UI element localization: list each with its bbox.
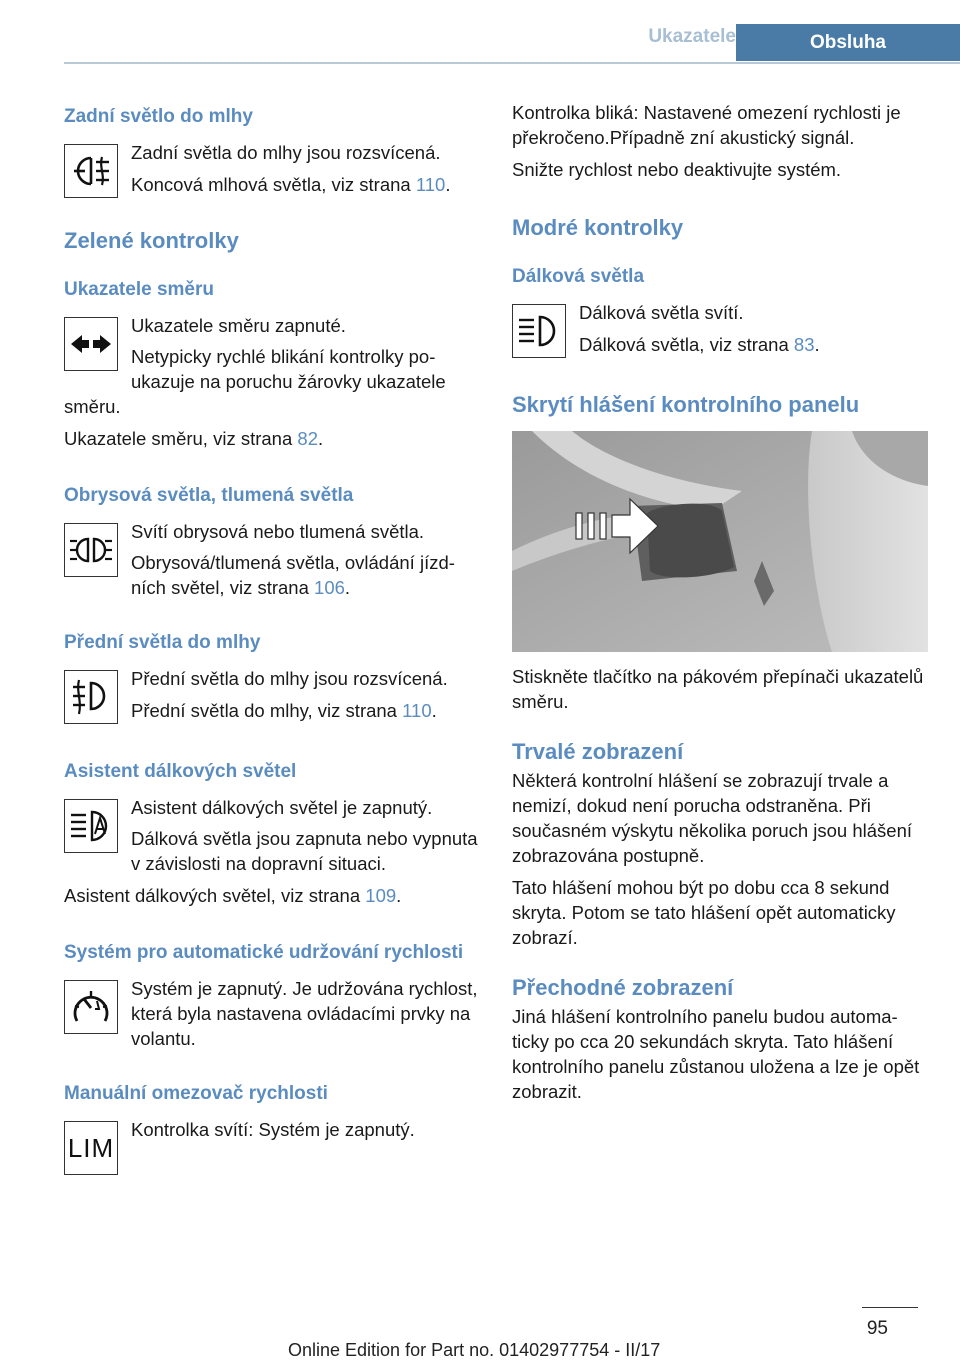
cruise-heading: Systém pro automatické udržování rychlosti — [64, 942, 464, 963]
high-beam-assist-heading: Asistent dálkových světel — [64, 761, 297, 782]
page-link-110[interactable]: 110 — [415, 174, 446, 195]
high-beam-assist-text: Asistent dálkových světel je zapnutý. — [131, 797, 433, 818]
footer-divider — [862, 1307, 918, 1308]
stalk-button-photo — [512, 431, 928, 652]
chapter-tab[interactable]: Obsluha — [736, 24, 960, 61]
page-link-110b[interactable]: 110 — [402, 700, 432, 721]
blue-lights-heading: Modré kontrolky — [512, 215, 684, 240]
section-tab[interactable]: Ukazatele — [648, 26, 736, 47]
low-beam-heading: Obrysová světla, tlumená světla — [64, 485, 354, 506]
high-beam-ref: Dálková světla, viz strana 83. — [579, 334, 820, 355]
rear-fog-heading: Zadní světlo do mlhy — [64, 106, 253, 127]
page-link-106[interactable]: 106 — [314, 577, 345, 598]
permanent-display-heading: Trvalé zobrazení — [512, 739, 684, 764]
rear-fog-ref: Koncová mlhová světla, viz strana 110. — [131, 174, 451, 195]
high-beam-assist-icon — [64, 799, 118, 853]
low-beam-text: Svítí obrysová nebo tlumená světla. — [131, 521, 425, 542]
front-fog-icon — [64, 670, 118, 724]
high-beam-icon — [512, 304, 566, 358]
limiter-blink-text: Kontrolka bliká: Nastavené omezení rychlosti je překročeno.Případně zní akustický signál. — [512, 102, 901, 148]
cruise-text: Systém je zapnutý. Je udržována rychlost, která byla nastavena ovládacími prvky na volantu. — [131, 978, 478, 1049]
speed-limiter-icon — [64, 1121, 118, 1175]
rear-fog-icon — [64, 144, 118, 198]
cruise-control-icon — [64, 980, 118, 1034]
high-beam-assist-detail: Dálková světla jsou zapnuta nebo vypnuta v závislosti na dopravní situaci. — [131, 828, 478, 874]
hide-messages-text: Stiskněte tlačítko na pákovém přepínači ukazatelů směru. — [512, 666, 924, 712]
left-column — [64, 100, 478, 1163]
front-fog-ref: Přední světla do mlhy, viz strana 110. — [131, 700, 437, 721]
front-fog-text: Přední světla do mlhy jsou rozsvícená. — [131, 668, 448, 689]
low-beam-icon — [64, 523, 118, 577]
front-fog-heading: Přední světla do mlhy — [64, 632, 261, 653]
low-beam-ref: Obrysová/tlumená světla, ovládání jízdních světel, viz strana 106. — [131, 552, 455, 598]
turn-signal-text: Ukazatele směru zapnuté. — [131, 315, 346, 336]
edition-footer: Online Edition for Part no. 01402977754 - II/17 — [288, 1340, 661, 1360]
hide-messages-heading: Skrytí hlášení kontrolního panelu — [512, 392, 860, 417]
high-beam-heading: Dálková světla — [512, 266, 645, 287]
green-lights-heading: Zelené kontrolky — [64, 228, 239, 253]
limiter-action-text: Snižte rychlost nebo deaktivujte systém. — [512, 159, 842, 180]
page-header — [64, 0, 960, 64]
turn-signal-fault-cont: směru. — [64, 396, 121, 417]
right-column — [512, 100, 928, 1104]
turn-signal-ref: Ukazatele směru, viz strana 82. — [64, 428, 324, 449]
page-link-109[interactable]: 109 — [365, 885, 397, 906]
turn-signal-fault-text: Netypicky rychlé blikání kontrolky poukazuje na poruchu žárovky ukazatele — [131, 346, 446, 392]
rear-fog-text: Zadní světla do mlhy jsou rozsvícená. — [131, 142, 441, 163]
limiter-heading: Manuální omezovač rychlosti — [64, 1083, 328, 1104]
speed-limiter-icon-text: LIM — [67, 1132, 115, 1163]
turn-signal-heading: Ukazatele směru — [64, 279, 214, 300]
page-number: 95 — [866, 1318, 888, 1339]
permanent-display-text: Některá kontrolní hlášení se zobrazují trvale a nemizí, dokud není porucha odstraněna. Při současném výskytu několika poruch jsou hlášení zobrazována postupně. — [512, 770, 913, 866]
page-link-83[interactable]: 83 — [793, 334, 815, 355]
temporary-display-text: Jiná hlášení kontrolního panelu budou automaticky po cca 20 sekundách skryta. Tato hlášení kontrolního panelu zůstanou uložena a lze je opět zobrazit. — [512, 1006, 920, 1102]
temporary-display-heading: Přechodné zobrazení — [512, 975, 734, 1000]
turn-signal-icon — [64, 317, 118, 371]
limiter-text: Kontrolka svítí: Systém je zapnutý. — [131, 1119, 415, 1140]
high-beam-assist-ref: Asistent dálkových světel, viz strana 109. — [64, 885, 402, 906]
page-link-82[interactable]: 82 — [297, 428, 318, 449]
high-beam-text: Dálková světla svítí. — [579, 302, 744, 323]
permanent-display-hide-text: Tato hlášení mohou být po dobu cca 8 sekund skryta. Potom se tato hlášení opět automaticky zobrazí. — [512, 877, 896, 948]
